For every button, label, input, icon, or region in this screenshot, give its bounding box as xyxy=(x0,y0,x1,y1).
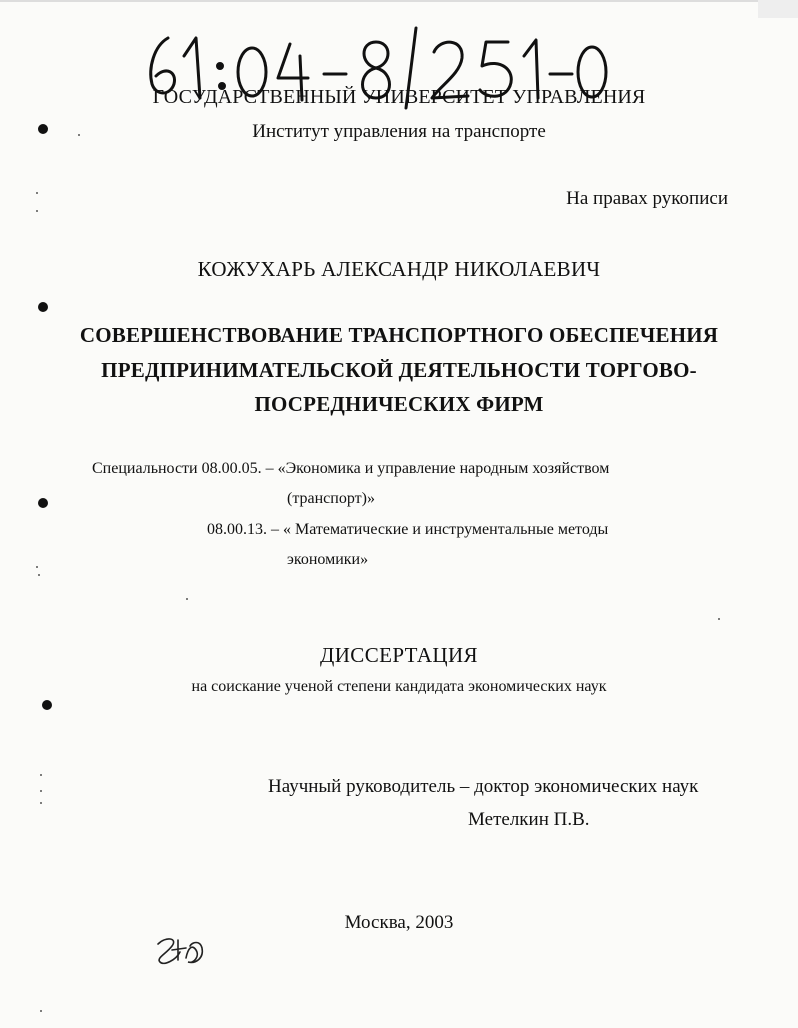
degree-statement: на соискание ученой степени кандидата экономических наук xyxy=(191,678,607,695)
binder-hole-dot xyxy=(38,302,48,312)
scan-speck xyxy=(36,210,38,212)
scan-speck xyxy=(40,774,42,776)
rights-note: На правах рукописи xyxy=(566,188,728,209)
scan-speck xyxy=(36,566,38,568)
specialty-line-4: экономики» xyxy=(287,551,369,568)
university-name: ГОСУДАРСТВЕННЫЙ УНИВЕРСИТЕТ УПРАВЛЕНИЯ xyxy=(152,86,646,108)
institute-name: Институт управления на транспорте xyxy=(252,121,546,142)
specialty-line-2: (транспорт)» xyxy=(287,490,375,507)
binder-hole-dot xyxy=(42,700,52,710)
thesis-title-line-2: ПРЕДПРИНИМАТЕЛЬСКОЙ ДЕЯТЕЛЬНОСТИ ТОРГОВО- xyxy=(101,358,697,382)
scan-corner xyxy=(758,0,798,18)
binder-hole-dot xyxy=(38,124,48,134)
specialty-line-3: 08.00.13. – « Математические и инструментальные методы xyxy=(207,521,609,538)
handwritten-signature xyxy=(152,930,208,970)
scan-speck xyxy=(36,192,38,194)
scan-speck xyxy=(78,134,80,136)
specialty-line-1: Специальности 08.00.05. – «Экономика и управление народным хозяйством xyxy=(92,460,610,477)
scan-speck xyxy=(38,574,40,576)
document-type: ДИССЕРТАЦИЯ xyxy=(320,643,478,667)
scan-speck xyxy=(40,1010,42,1012)
author-name: КОЖУХАРЬ АЛЕКСАНДР НИКОЛАЕВИЧ xyxy=(197,257,601,281)
scan-top-edge xyxy=(0,0,798,2)
city-year: Москва, 2003 xyxy=(344,912,454,933)
scan-speck xyxy=(40,790,42,792)
scan-speck xyxy=(186,598,188,600)
scan-speck xyxy=(718,618,720,620)
supervisor-title: Научный руководитель – доктор экономических наук xyxy=(268,776,699,797)
binder-hole-dot xyxy=(38,498,48,508)
scan-speck xyxy=(40,802,42,804)
thesis-title-line-3: ПОСРЕДНИЧЕСКИХ ФИРМ xyxy=(254,392,544,416)
thesis-title-line-1: СОВЕРШЕНСТВОВАНИЕ ТРАНСПОРТНОГО ОБЕСПЕЧЕНИЯ xyxy=(79,323,719,347)
supervisor-name: Метелкин П.В. xyxy=(468,809,590,830)
